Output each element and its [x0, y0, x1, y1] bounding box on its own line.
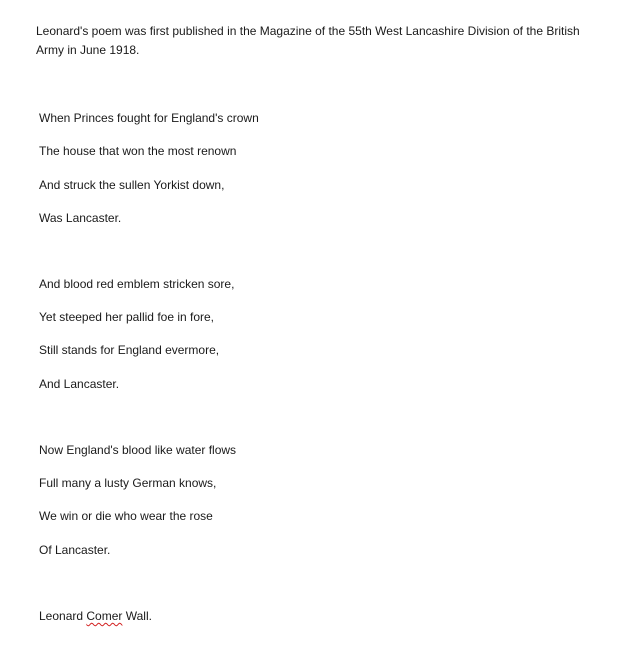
intro-paragraph: Leonard's poem was first published in the Magazine of the 55th West Lancashire Division of the British Army in June 1918. — [36, 24, 580, 57]
poem-line: Now England's blood like water flows — [39, 443, 237, 457]
poem-line: Still stands for England evermore, — [39, 343, 220, 357]
poem-line: And struck the sullen Yorkist down, — [39, 178, 225, 192]
poem-line: When Princes fought for England's crown — [39, 111, 259, 125]
poem-line: And blood red emblem stricken sore, — [39, 277, 235, 291]
poem-line: Full many a lusty German knows, — [39, 476, 217, 490]
poem-line: Of Lancaster. — [39, 543, 111, 557]
signature — [39, 608, 152, 624]
signature-middle-name: Comer — [86, 609, 123, 623]
poem-line: We win or die who wear the rose — [39, 509, 213, 523]
poem-line: The house that won the most renown — [39, 144, 237, 158]
signature-last-name: Wall. — [122, 609, 152, 623]
signature-first-name: Leonard — [39, 609, 87, 623]
poem-line: And Lancaster. — [39, 377, 120, 391]
poem-line: Yet steeped her pallid foe in fore, — [39, 310, 215, 324]
poem-line: Was Lancaster. — [39, 211, 122, 225]
